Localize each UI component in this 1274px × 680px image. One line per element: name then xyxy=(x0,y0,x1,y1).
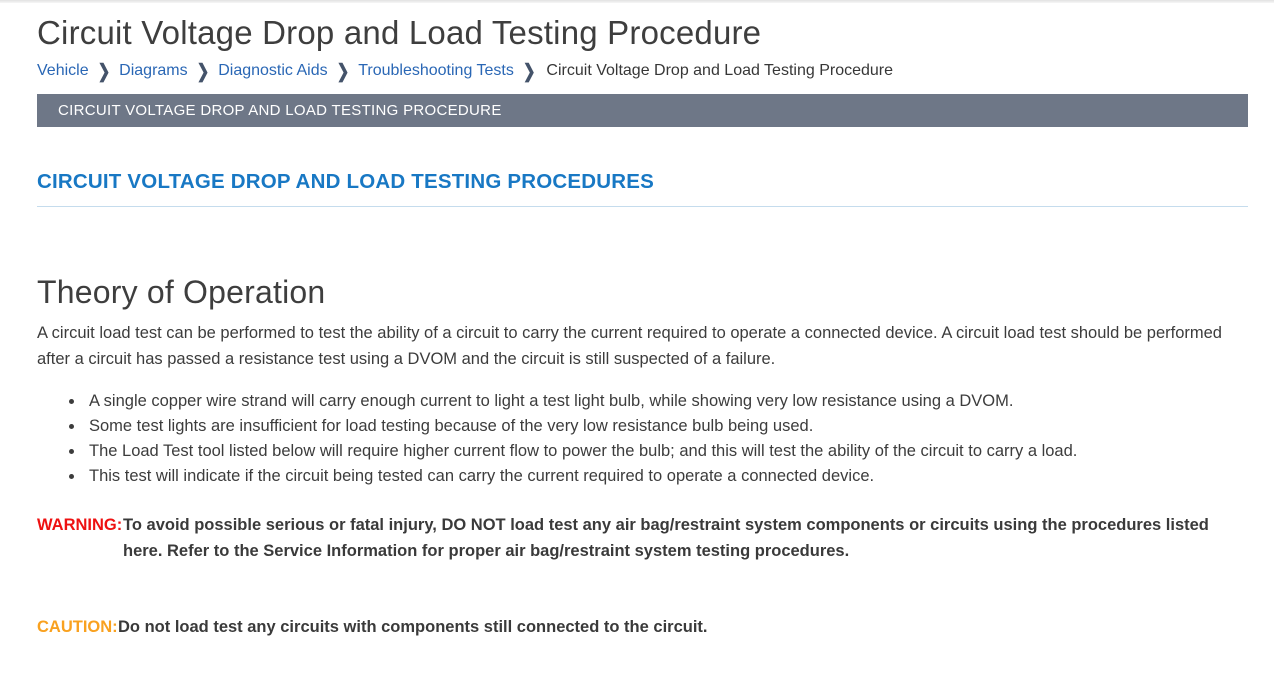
theory-bullet-list xyxy=(37,389,1248,489)
caution-notice xyxy=(37,614,1248,640)
section-header-bar[interactable]: CIRCUIT VOLTAGE DROP AND LOAD TESTING PROCEDURE xyxy=(37,94,1248,127)
warning-text: To avoid possible serious or fatal injury, DO NOT load test any air bag/restraint system components or circuits using the procedures listed here. Refer to the Service Information for proper air bag/restraint system testing procedures. xyxy=(123,516,1209,560)
chevron-right-icon: ❯ xyxy=(522,61,536,83)
caution-text: Do not load test any circuits with components still connected to the circuit. xyxy=(118,618,708,636)
chevron-right-icon: ❯ xyxy=(97,61,111,83)
breadcrumb-current-page: Circuit Voltage Drop and Load Testing Procedure xyxy=(546,62,894,79)
bullet-item: The Load Test tool listed below will require higher current flow to power the bulb; and this will test the ability of the circuit to carry a load. xyxy=(89,439,1248,464)
document-content xyxy=(0,14,1274,680)
chevron-right-icon: ❯ xyxy=(336,61,350,83)
breadcrumb xyxy=(37,61,1248,83)
theory-intro-paragraph: A circuit load test can be performed to test the ability of a circuit to carry the current required to operate a connected device. A circuit load test should be performed after a circuit has passed a resistance test using a DVOM and the circuit is still suspected of a failure. xyxy=(37,324,1222,368)
breadcrumb-link-vehicle[interactable]: Vehicle xyxy=(37,62,89,79)
procedures-heading: CIRCUIT VOLTAGE DROP AND LOAD TESTING PROCEDURES xyxy=(37,170,1248,207)
breadcrumb-link-troubleshooting-tests[interactable]: Troubleshooting Tests xyxy=(358,62,514,79)
theory-of-operation-heading: Theory of Operation xyxy=(37,274,326,310)
breadcrumb-link-diagrams[interactable]: Diagrams xyxy=(119,62,188,79)
breadcrumb-link-diagnostic-aids[interactable]: Diagnostic Aids xyxy=(218,62,328,79)
warning-notice xyxy=(37,512,1248,564)
top-border xyxy=(0,0,1274,3)
bullet-item: A single copper wire strand will carry enough current to light a test light bulb, while showing very low resistance using a DVOM. xyxy=(89,389,1248,414)
chevron-right-icon: ❯ xyxy=(196,61,210,83)
warning-label: WARNING: xyxy=(37,516,123,534)
caution-label: CAUTION: xyxy=(37,618,118,636)
page-title: Circuit Voltage Drop and Load Testing Procedure xyxy=(37,14,762,51)
bullet-item: This test will indicate if the circuit being tested can carry the current required to operate a connected device. xyxy=(89,464,1248,489)
bullet-item: Some test lights are insufficient for load testing because of the very low resistance bulb being used. xyxy=(89,414,1248,439)
